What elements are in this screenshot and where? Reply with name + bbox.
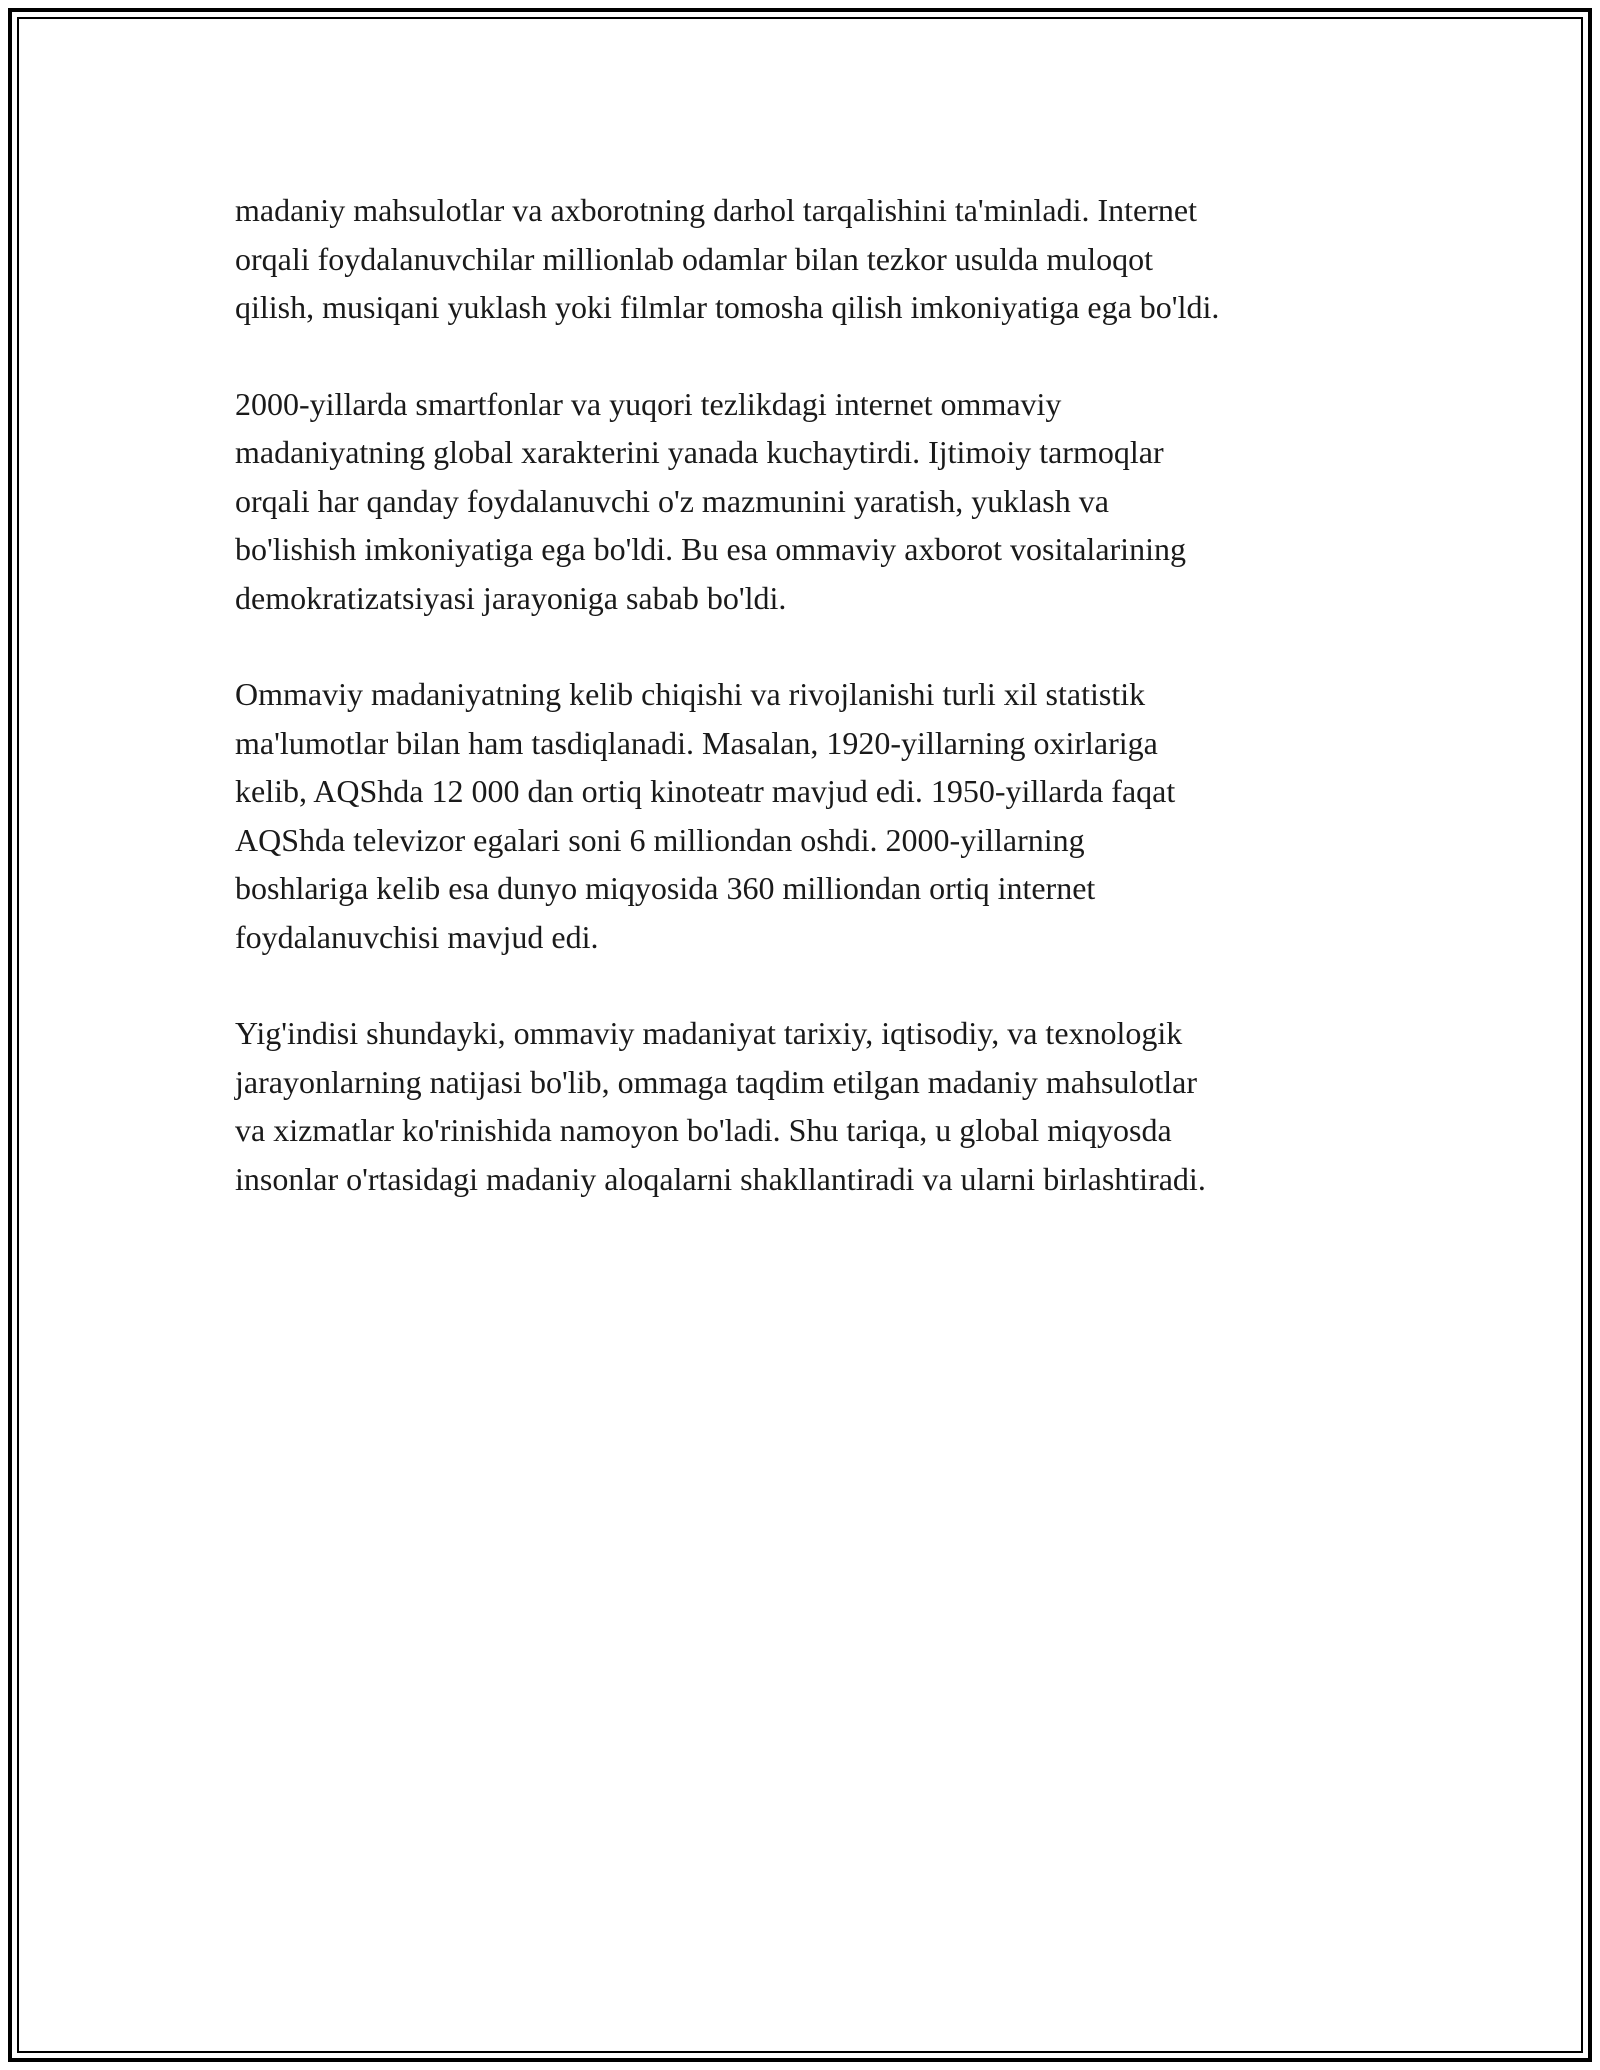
paragraph-4 [235, 1009, 1395, 1203]
text-line: boshlariga kelib esa dunyo miqyosida 360 milliondan ortiq internet [235, 870, 1096, 906]
text-line: orqali har qanday foydalanuvchi o'z mazmunini yaratish, yuklash va [235, 482, 1109, 519]
text-line: Ommaviy madaniyatning kelib chiqishi va rivojlanishi turli xil statistik [235, 676, 1146, 712]
text-line: orqali foydalanuvchilar millionlab odamlar bilan tezkor usulda muloqot [235, 240, 1153, 277]
text-line: demokratizatsiyasi jarayoniga sabab bo'ldi. [235, 579, 787, 616]
text-line: jarayonlarning natijasi bo'lib, ommaga taqdim etilgan madaniy mahsulotlar [235, 1063, 1197, 1100]
text-line: qilish, musiqani yuklash yoki filmlar tomosha qilish imkoniyatiga ega bo'ldi. [235, 289, 1220, 325]
text-line: madaniyatning global xarakterini yanada kuchaytirdi. Ijtimoiy tarmoqlar [235, 434, 1164, 470]
text-line: insonlar o'rtasidagi madaniy aloqalarni shakllantiradi va ularni birlashtiradi. [235, 1160, 1206, 1197]
text-line: va xizmatlar ko'rinishida namoyon bo'ladi. Shu tariqa, u global miqyosda [235, 1112, 1172, 1148]
text-line: foydalanuvchisi mavjud edi. [235, 918, 599, 955]
paragraph-2 [235, 380, 1395, 623]
text-line: madaniy mahsulotlar va axborotning darhol tarqalishini ta'minladi. Internet [235, 192, 1197, 228]
paragraph-3 [235, 670, 1395, 961]
text-line: 2000-yillarda smartfonlar va yuqori tezlikdagi internet ommaviy [235, 385, 1062, 422]
text-line: bo'lishish imkoniyatiga ega bo'ldi. Bu esa ommaviy axborot vositalarining [235, 531, 1186, 567]
text-line: Yig'indisi shundayki, ommaviy madaniyat tarixiy, iqtisodiy, va texnologik [235, 1015, 1183, 1051]
text-line: ma'lumotlar bilan ham tasdiqlanadi. Masalan, 1920-yillarning oxirlariga [235, 724, 1158, 761]
text-line: kelib, AQShda 12 000 dan ortiq kinoteatr mavjud edi. 1950-yillarda faqat [235, 773, 1176, 809]
paragraph-1 [235, 186, 1395, 332]
document-body [235, 186, 1395, 1251]
text-line: AQShda televizor egalari soni 6 milliondan oshdi. 2000-yillarning [235, 821, 1085, 858]
